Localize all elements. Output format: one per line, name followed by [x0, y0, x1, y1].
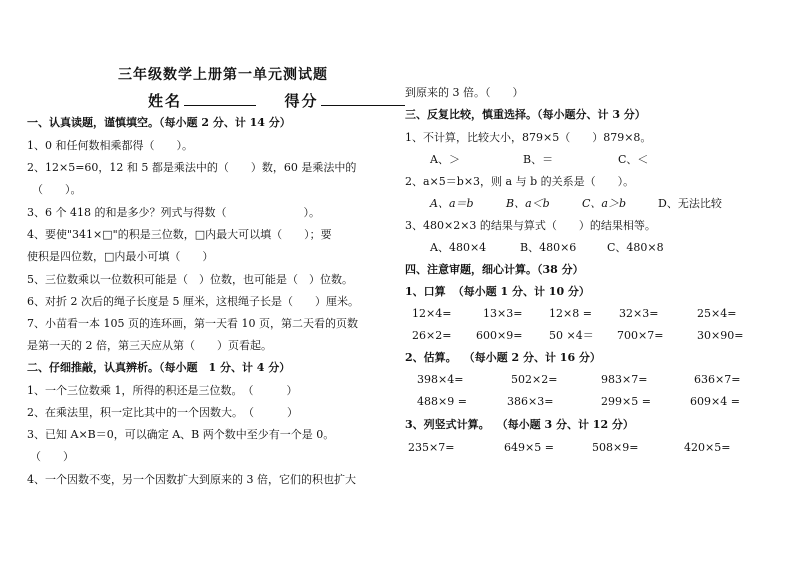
q3-1-option-b[interactable]: B、＝: [523, 153, 554, 166]
oral-r1-c2: 13×3=: [483, 307, 523, 320]
q3-1-option-c[interactable]: C、＜: [618, 153, 649, 166]
oral-r1-c5: 25×4=: [697, 307, 737, 320]
oral-r2-c4: 700×7=: [617, 329, 664, 342]
q1-5: 5、三位数乘以一位数积可能是（ ）位数，也可能是（ ）位数。: [27, 273, 353, 286]
section-3-heading: 三、反复比较，慎重选择。（每小题分、计 3 分）: [405, 108, 646, 121]
vert-c4: 420×5=: [684, 441, 731, 454]
q1-1: 1、0 和任何数相乘都得（ ）。: [27, 139, 193, 152]
name-score-bar: [148, 90, 405, 111]
q1-6: 6、对折 2 次后的绳子长度是 5 厘米，这根绳子长是（ ）厘米。: [27, 295, 359, 308]
est-r2-c2: 386×3=: [507, 395, 554, 408]
est-r2-c4: 609×4 =: [690, 395, 740, 408]
q3-3: 3、480×2×3 的结果与算式（ ）的结果相等。: [405, 219, 656, 232]
vert-c1: 235×7=: [408, 441, 455, 454]
q3-2-option-d[interactable]: D、无法比较: [658, 197, 722, 210]
q3-2-option-c[interactable]: C、a＞b: [582, 197, 627, 210]
page-title: 三年级数学上册第一单元测试题: [118, 67, 328, 83]
q2-2: 2、在乘法里，积一定比其中的一个因数大。 （ ）: [27, 406, 298, 419]
q2-4: 4、一个因数不变，另一个因数扩大到原来的 3 倍，它们的积也扩大: [27, 473, 356, 486]
q1-7: 7、小苗看一本 105 页的连环画，第一天看 10 页，第二天看的页数: [27, 317, 358, 330]
score-blank[interactable]: [321, 91, 405, 106]
name-label: 姓名: [148, 92, 183, 110]
est-r2-c3: 299×5 =: [601, 395, 651, 408]
oral-r1-c3: 12×8 =: [549, 307, 592, 320]
est-r1-c1: 398×4=: [417, 373, 464, 386]
q1-7-cont: 是第一天的 2 倍，第三天应从第（ ）页看起。: [27, 339, 272, 352]
q3-1: 1、不计算，比较大小，879×5（ ）879×8。: [405, 131, 652, 144]
est-r1-c2: 502×2=: [511, 373, 558, 386]
vertical-calc-heading: 3、列竖式计算。 （每小题 3 分、计 12 分）: [405, 418, 634, 431]
q3-1-option-a[interactable]: A、＞: [430, 153, 460, 166]
section-4-heading: 四、注意审题，细心计算。（38 分）: [405, 263, 584, 276]
est-r1-c4: 636×7=: [694, 373, 741, 386]
q1-4-cont: 使积是四位数，□内最小可填（ ）: [27, 250, 214, 263]
q3-2-option-b[interactable]: B、a＜b: [506, 197, 550, 210]
q1-3: 3、6 个 418 的和是多少？列式与得数（ ）。: [27, 206, 320, 219]
q3-3-option-a[interactable]: A、480×4: [430, 241, 487, 254]
q2-3: 3、已知 A×B＝0，可以确定 A、B 两个数中至少有一个是 0。: [27, 428, 335, 441]
score-label: 得分: [284, 92, 319, 110]
oral-r2-c3: 50 ×4＝: [549, 329, 594, 342]
q3-3-option-c[interactable]: C、480×8: [607, 241, 664, 254]
name-blank[interactable]: [184, 91, 256, 106]
vert-c2: 649×5 =: [504, 441, 554, 454]
q3-2-option-a[interactable]: A、a＝b: [430, 197, 474, 210]
est-r1-c3: 983×7=: [601, 373, 648, 386]
estimate-heading: 2、估算。 （每小题 2 分、计 16 分）: [405, 351, 601, 364]
oral-r2-c1: 26×2=: [412, 329, 452, 342]
est-r2-c1: 488×9 =: [417, 395, 467, 408]
oral-r1-c4: 32×3=: [619, 307, 659, 320]
vert-c3: 508×9=: [592, 441, 639, 454]
q2-4-cont: 到原来的 3 倍。（ ）: [405, 86, 524, 99]
oral-heading: 1、口算 （每小题 1 分、计 10 分）: [405, 285, 590, 298]
q1-4: 4、要使"341×□"的积是三位数，□内最大可以填（ ）；要: [27, 228, 332, 241]
q3-3-option-b[interactable]: B、480×6: [520, 241, 577, 254]
oral-r1-c1: 12×4=: [412, 307, 452, 320]
q1-2-cont: （ ）。: [32, 183, 82, 196]
oral-r2-c5: 30×90=: [697, 329, 744, 342]
oral-r2-c2: 600×9=: [476, 329, 523, 342]
section-1-heading: 一、认真读题，谨慎填空。（每小题 2 分、计 14 分）: [27, 116, 291, 129]
q3-2: 2、a×5＝b×3，则 a 与 b 的关系是（ ）。: [405, 175, 635, 188]
q1-2: 2、12×5=60，12 和 5 都是乘法中的（ ）数，60 是乘法中的: [27, 161, 357, 174]
q2-3-cont: （ ）: [30, 450, 74, 463]
section-2-heading: 二、仔细推敲，认真辨析。（每小题 1 分、计 4 分）: [27, 361, 291, 374]
q2-1: 1、一个三位数乘 1，所得的积还是三位数。 （ ）: [27, 384, 298, 397]
